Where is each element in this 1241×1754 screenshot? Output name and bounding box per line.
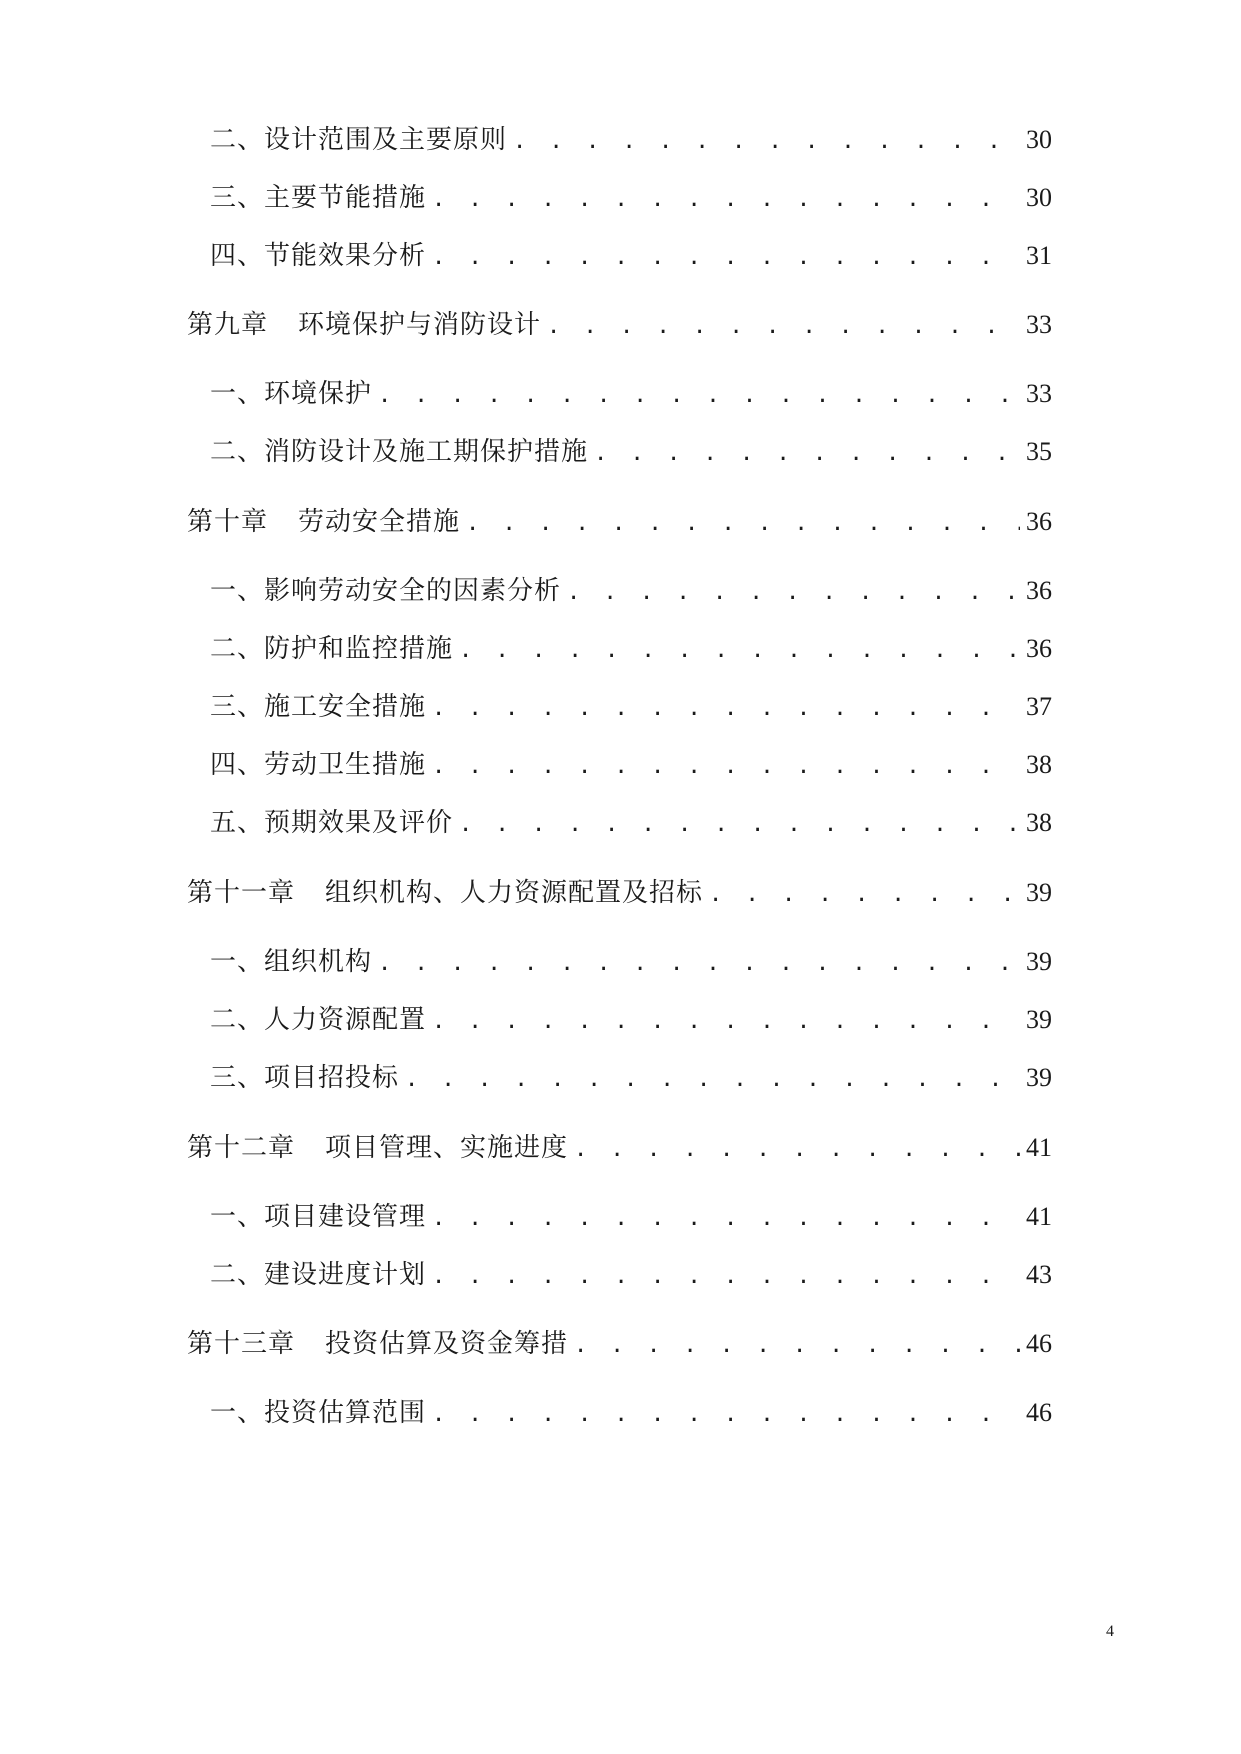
dot-leader [547,307,1020,347]
toc-chapter-entry[interactable] [187,873,1052,913]
toc-entry-title: 一、项目建设管理 [210,1202,427,1232]
toc-entry-page: 39 [1026,1005,1052,1034]
toc-entry-page: 30 [1026,125,1052,154]
toc-entry-page: 31 [1026,241,1052,270]
toc-entry-page: 39 [1026,1063,1052,1092]
toc-entry-page: 33 [1026,379,1052,408]
toc-entry-page: 33 [1026,310,1052,339]
toc-chapter-entry[interactable] [187,1128,1052,1168]
toc-entry[interactable] [210,803,1052,843]
dot-leader [432,747,1020,787]
toc-entry-page: 38 [1026,808,1052,837]
toc-entry-page: 43 [1026,1260,1052,1289]
dot-leader [709,875,1020,915]
dot-leader [432,1199,1020,1239]
toc-chapter-entry[interactable] [187,1324,1052,1364]
toc-entry-title: 一、影响劳动安全的因素分析 [210,576,562,606]
toc-entry-title: 五、预期效果及评价 [210,808,454,838]
toc-chapter-title [187,305,541,345]
toc-entry-title: 一、组织机构 [210,947,373,977]
toc-entry-title: 四、劳动卫生措施 [210,750,427,780]
toc-entry[interactable] [210,687,1052,727]
dot-leader [513,122,1020,162]
dot-leader [432,689,1020,729]
toc-entry[interactable] [210,745,1052,785]
toc-entry-title: 四、节能效果分析 [210,241,427,271]
toc-entry[interactable] [210,178,1052,218]
dot-leader [378,376,1020,416]
toc-entry[interactable] [210,1000,1052,1040]
toc-entry-page: 36 [1026,576,1052,605]
toc-entry-page: 41 [1026,1133,1052,1162]
toc-entry-title: 二、设计范围及主要原则 [210,125,508,155]
dot-leader [459,631,1020,671]
toc-entry-page: 39 [1026,947,1052,976]
dot-leader [567,573,1020,613]
toc-entry-page: 38 [1026,750,1052,779]
toc-entry[interactable] [210,236,1052,276]
toc-entry[interactable] [210,629,1052,669]
toc-entry[interactable] [210,1197,1052,1237]
dot-leader [574,1130,1020,1170]
toc-entry[interactable] [210,120,1052,160]
dot-leader [432,1002,1020,1042]
toc-entry-title: 二、人力资源配置 [210,1005,427,1035]
toc-chapter-entry[interactable] [187,502,1052,542]
chapter-number: 第十三章 [187,1329,296,1359]
toc-entry[interactable] [210,1058,1052,1098]
dot-leader [378,944,1020,984]
toc-entry-page: 39 [1026,878,1052,907]
toc-entry[interactable] [210,1255,1052,1295]
toc-entry-page: 36 [1026,634,1052,663]
toc-entry-page: 30 [1026,183,1052,212]
dot-leader [574,1326,1020,1366]
toc-entry-title: 三、施工安全措施 [210,692,427,722]
dot-leader [432,1395,1020,1435]
toc-entry-title: 二、防护和监控措施 [210,634,454,664]
dot-leader [432,1257,1020,1297]
toc-chapter-title [187,502,460,542]
toc-entry[interactable] [210,374,1052,414]
toc-entry-page: 46 [1026,1329,1052,1358]
toc-entry-page: 41 [1026,1202,1052,1231]
dot-leader [459,805,1020,845]
toc-entry-page: 36 [1026,507,1052,536]
toc-entry-title: 二、建设进度计划 [210,1260,427,1290]
toc-chapter-title [187,1324,568,1364]
toc-entry[interactable] [210,432,1052,472]
toc-entry-title: 一、环境保护 [210,379,373,409]
dot-leader [466,504,1020,544]
toc-chapter-title [187,873,703,913]
chapter-name: 组织机构、人力资源配置及招标 [325,878,704,908]
dot-leader [405,1060,1020,1100]
toc-entry[interactable] [210,942,1052,982]
chapter-number: 第十章 [187,507,269,537]
toc-entry[interactable] [210,1393,1052,1433]
toc-entry-title: 三、项目招投标 [210,1063,400,1093]
toc-chapter-title [187,1128,568,1168]
page-number: 4 [1106,1623,1114,1640]
toc-entry[interactable] [210,571,1052,611]
chapter-number: 第九章 [187,310,269,340]
toc-entry-page: 46 [1026,1398,1052,1427]
chapter-name: 投资估算及资金筹措 [325,1329,569,1359]
toc-entry-title: 三、主要节能措施 [210,183,427,213]
chapter-number: 第十一章 [187,878,296,908]
toc-entry-title: 一、投资估算范围 [210,1398,427,1428]
chapter-name: 环境保护与消防设计 [298,310,542,340]
toc-entry-title: 二、消防设计及施工期保护措施 [210,437,589,467]
dot-leader [432,238,1020,278]
dot-leader [432,180,1020,220]
chapter-name: 劳动安全措施 [298,507,461,537]
dot-leader [594,434,1020,474]
chapter-number: 第十二章 [187,1133,296,1163]
toc-entry-page: 37 [1026,692,1052,721]
chapter-name: 项目管理、实施进度 [325,1133,569,1163]
toc-entry-page: 35 [1026,437,1052,466]
toc-chapter-entry[interactable] [187,305,1052,345]
